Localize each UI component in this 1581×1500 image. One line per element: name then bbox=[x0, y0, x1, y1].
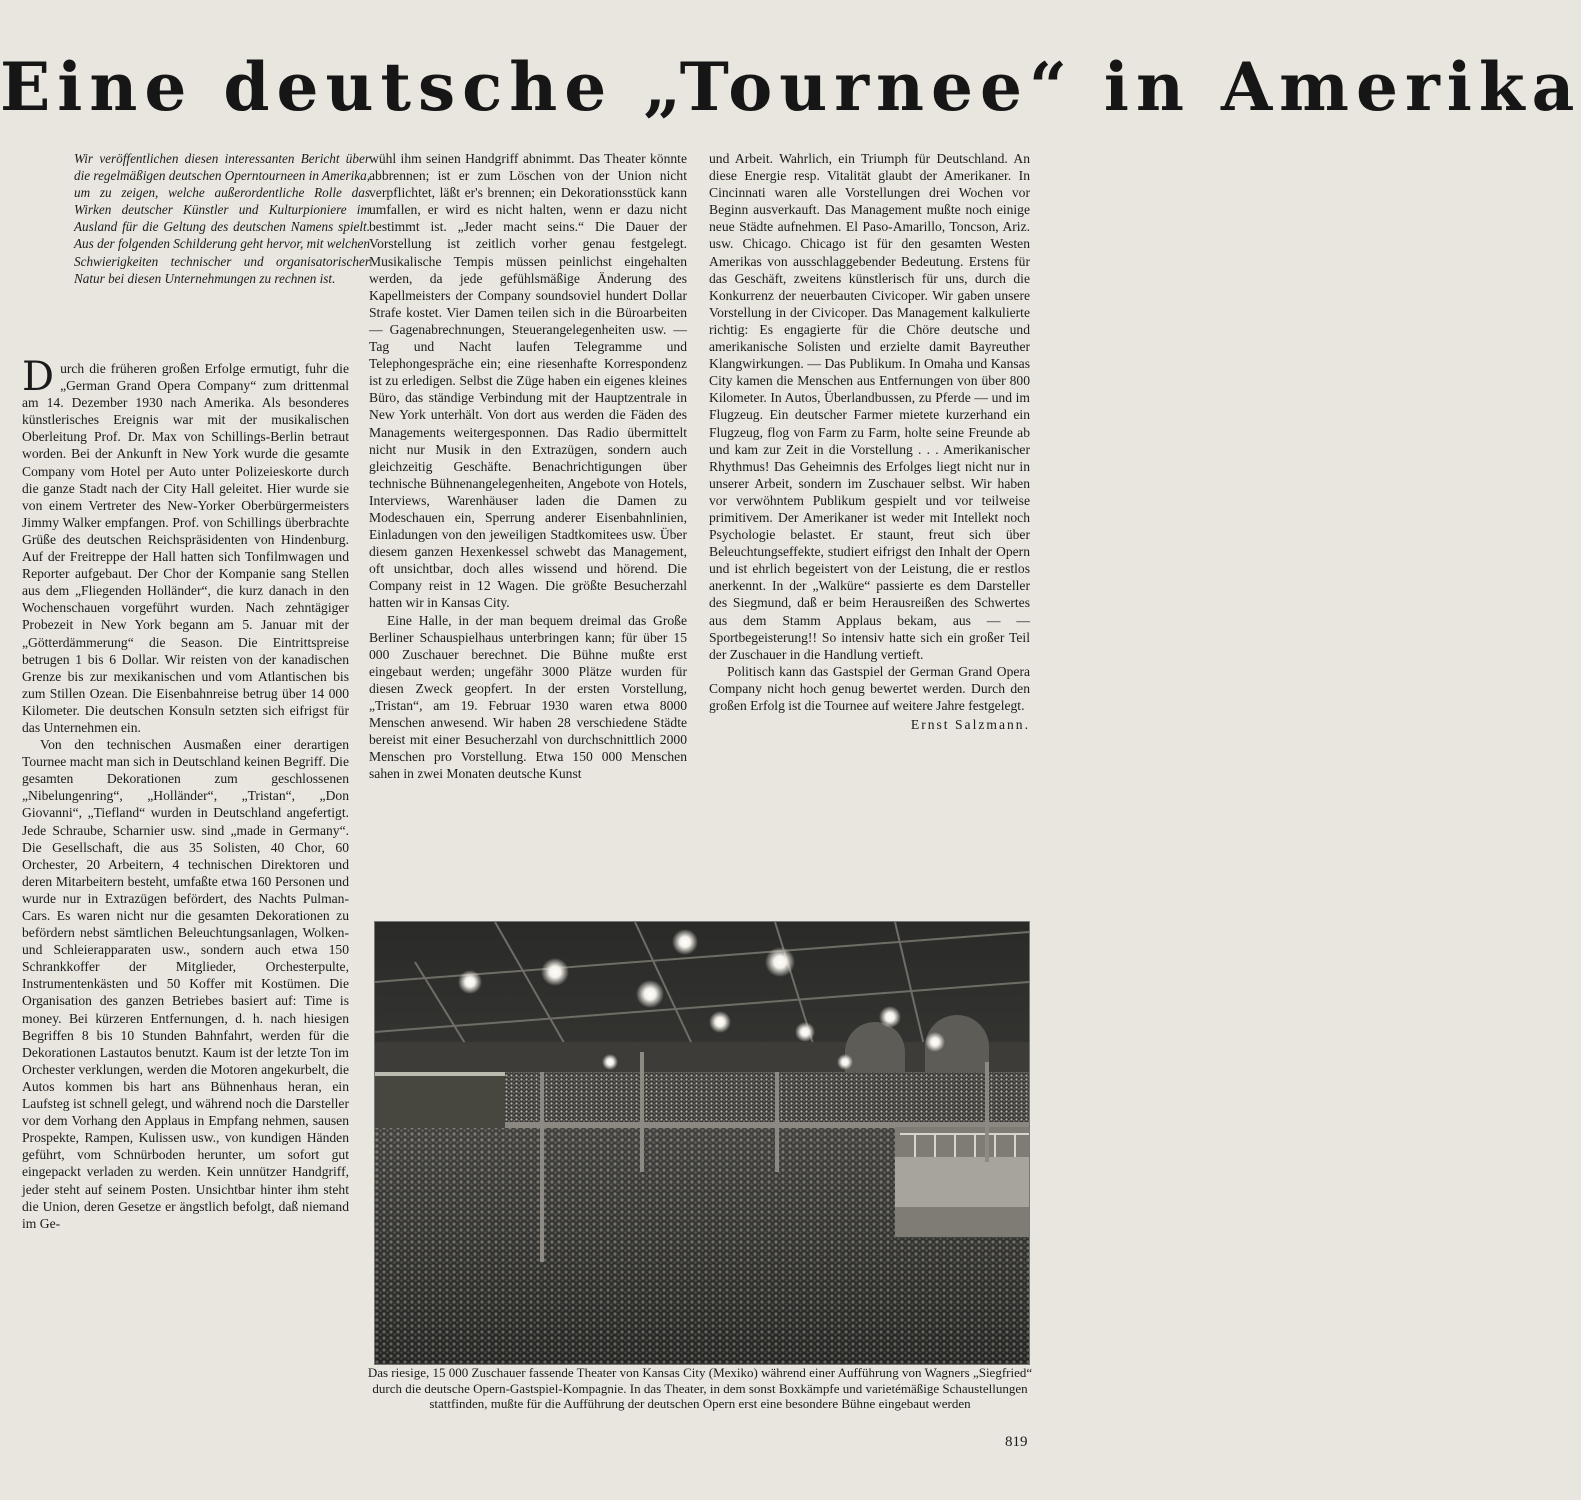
photo-caption: Das riesige, 15 000 Zuschauer fassende Theater von Kansas City (Mexiko) während einer Aufführung von Wagners „Siegfried“ durch die deutsche Opern-Gastspiel-Kompagnie. In das Theater, in dem sonst Boxkämpfe und varietémäßige Schaustellungen stattfinden, mußte für die Aufführung der deutschen Opern erst eine besondere Bühne eingebaut werden bbox=[367, 1365, 1033, 1412]
column-1 bbox=[22, 354, 349, 1232]
column-2 bbox=[369, 150, 687, 782]
col3-paragraph-2: Politisch kann das Gastspiel der German Grand Opera Company nicht hoch genug bewertet werden. Durch den großen Erfolg ist die Tournee auf weitere Jahre festgelegt. bbox=[709, 663, 1030, 713]
col1-paragraph-2: Von den technischen Ausmaßen einer derartigen Tournee macht man sich in Deutschland keinen Begriff. Die gesamten Dekorationen zum geschlossenen „Nibelungenring“, „Holländer“, „Tristan“, „Don Giovanni“, „Tiefland“ wurden in Deutschland angefertigt. Jede Schraube, Scharnier usw. sind „made in Germany“. Die Gesellschaft, die aus 35 Solisten, 40 Chor, 60 Orchester, 20 Arbeitern, 4 technischen Direktoren und deren Mitarbeitern besteht, umfaßte etwa 160 Personen und wurde nur in Extrazügen befördert, des Nachts Pulman-Cars. Es waren nicht nur die gesamten Dekorationen zu befördern nebst sämtlichen Beleuchtungsanlagen, Wolken- und Schleierapparaten usw., sondern auch etwa 150 Schrankkoffer der Mitglieder, Orchesterpulte, Instrumentenkästen und 50 Koffer mit Kostümen. Die Organisation des ganzen Betriebes basiert auf: Time is money. Bei kürzeren Entfernungen, d. h. nach hiesigen Begriffen 8 bis 10 Stunden Bahnfahrt, werden für die Dekorationen Lastautos benutzt. Kaum ist der letzte Ton im Orchester verklungen, werden die Motoren angekurbelt, die Autos kommen bis hart ans Bühnenhaus heran, ein Laufsteg ist schnell gelegt, und während noch die Darsteller vor dem Vorhang den Applaus in Empfang nehmen, sausen Prospekte, Rampen, Kulissen usw., von kundigen Händen geführt, vom Schnürboden herunter, um sofort gut eingepackt verladen zu werden. Kein unnützer Handgriff, jeder steht auf seinem Posten. Unsichtbar hinter ihm steht die Union, deren Gesetze er ängstlich befolgt, daß niemand im Ge- bbox=[22, 737, 349, 1231]
article-title: Eine deutsche „Tournee“ in Amerika bbox=[0, 48, 1581, 126]
col1-paragraph-1-text: urch die früheren großen Erfolge ermutigt, fuhr die „German Grand Opera Company“ zum drittenmal am 14. Dezember 1930 nach Amerika. Als besonderes künstlerisches Ereignis war mit der musikalischen Oberleitung Prof. Dr. Max von Schillings-Berlin betraut worden. Bei der Ankunft in New York wurde die gesamte Company vom Hotel per Auto unter Polizeieskorte durch die ganze Stadt nach der City Hall geleitet. Hier wurde sie von einem Vertreter des New-Yorker Oberbürgermeisters Jimmy Walker empfangen. Prof. von Schillings überbrachte Grüße des deutschen Reichspräsidenten von Hindenburg. Auf der Freitreppe der Hall hatten sich Tonfilmwagen und Reporter aufgebaut. Der Chor der Kompanie sang Stellen aus dem „Fliegenden Holländer“, die kurz danach in den Wochenschauen vorgeführt wurden. Nach zehntägiger Probezeit in New York begann am 5. Januar mit der „Götterdämmerung“ die Season. Die Eintrittspreise betrugen 1 bis 6 Dollar. Wir reisten von der kanadischen Grenze bis zur mexikanischen und vom Atlantischen bis zum Stillen Ozean. Die Eisenbahnreise betrug über 14 000 Kilometer. Die deutschen Konsuln setzten sich eifrigst für das Unternehmen ein. bbox=[22, 361, 349, 735]
page-number: 819 bbox=[1005, 1434, 1028, 1450]
col2-paragraph-1: wühl ihm seinen Handgriff abnimmt. Das Theater könnte abbrennen; ist er zum Löschen von der Union nicht verpflichtet, läßt er's brennen; ein Dekorationsstück kann umfallen, er wird es nicht halten, wenn er dazu nicht bestimmt ist. „Jeder macht seins.“ Die Dauer der Vorstellung ist zeitlich vorher genau festgelegt. Musikalische Tempis müssen peinlichst eingehalten werden, da jede gefühlsmäßige Änderung des Kapellmeisters der Company soundsoviel hundert Dollar Strafe kostet. Vier Damen teilen sich in die Büroarbeiten — Gagenabrechnungen, Steuerangelegenheiten usw. — Tag und Nacht laufen Telegramme und Telephongespräche ein; eine riesenhafte Korrespondenz ist zu erledigen. Selbst die Züge haben ein eigenes kleines Büro, das ständige Verbindung mit der Hauptzentrale in New York unterhält. Von dort aus werden die Fäden des Managements weitergesponnen. Das Radio übermittelt nicht nur Musik in den Extrazügen, sondern auch gleichzeitig Geschäfte. Benachrichtigungen über technische Bühnenangelegenheiten, Angebote von Hotels, Interviews, Warenhäuser laden die Damen zu Modeschauen ein, Sperrung anderer Eisenbahnlinien, Einladungen von den jeweiligen Stadtkomitees usw. Über diesem ganzen Hexenkessel schwebt das Management, oft unsichtbar, doch alles wissend und hörend. Die Company reist in 12 Wagen. Die größte Besucherzahl hatten wir in Kansas City. bbox=[369, 151, 687, 611]
drop-cap: D bbox=[22, 354, 55, 400]
col2-paragraph-2: Eine Halle, in der man bequem dreimal das Große Berliner Schauspielhaus unterbringen kann; für über 15 000 Zuschauer berechnet. Die Bühne mußte erst eingebaut werden; ungefähr 3000 Plätze wurden für diesen Zweck geopfert. In der ersten Vorstellung, „Tristan“, am 19. Februar 1930 waren etwa 8000 Menschen anwesend. Wir haben 28 verschiedene Städte bereist mit einer Besucherzahl von durchschnittlich 2000 Menschen pro Vorstellung. Etwa 150 000 Menschen sahen in zwei Monaten deutsche Kunst bbox=[369, 612, 687, 782]
intro-text: Wir veröffentlichen diesen interessanten Bericht über die regelmäßigen deutschen Operntourneen in Amerika, um zu zeigen, welche außerordentliche Rolle das Wirken deutscher Künstler und Kulturpioniere im Ausland für die Geltung des deutschen Namens spielt. Aus der folgenden Schilderung geht hervor, mit welchen Schwierigkeiten technischer und organisatorischer Natur bei diesen Unternehmungen zu rechnen ist. bbox=[74, 151, 370, 286]
column-3 bbox=[709, 150, 1030, 733]
intro-paragraph bbox=[74, 150, 370, 287]
col1-paragraph-1 bbox=[22, 354, 349, 736]
col3-paragraph-1: und Arbeit. Wahrlich, ein Triumph für Deutschland. An diese Energie resp. Vitalität glaubt der Amerikaner. In Cincinnati waren alle Vorstellungen drei Wochen vor Beginn ausverkauft. Das Management mußte noch einige neue Städte aufnehmen. El Paso-Amarillo, Toncson, Ariz. usw. Chicago. Chicago ist für den gesamten Westen Amerikas von ausschlaggebender Bedeutung. Erstens für das Geschäft, zweitens künstlerisch für uns, durch die Konkurrenz der neuerbauten Civicoper. Wir gaben unsere Vorstellung in der Civicoper. Das Management kalkulierte richtig: Es engagierte für die Chöre deutsche und amerikanische Solisten und erzielte damit Bayreuther Klangwirkungen. — Das Publikum. In Omaha und Kansas City kamen die Menschen aus Entfernungen von über 800 Kilometer. In Autos, Überlandbussen, zu Pferde — und im Flugzeug. Ein deutscher Farmer mietete kurzerhand ein Flugzeug, flog von Farm zu Farm, holte seine Freunde ab und kam zur Zeit in die Vorstellung . . . Amerikanischer Rhythmus! Das Geheimnis des Erfolges liegt nicht nur in unserer Arbeit, sondern im Zuschauer selbst. Wir haben vor verwöhntem Publikum gespielt und vor teilweise primitivem. Der Amerikaner ist weder mit Intellekt noch Psychologie belastet. Er staunt, freut sich über Beleuchtungseffekte, studiert eifrigst den Inhalt der Opern und ist ehrlich begeistert von der Leistung, die er restlos anerkennt. In der „Walküre“ passierte es dem Darsteller des Siegmund, daß er beim Herausreißen des Schwertes aus dem Stamm Applaus bekam, aus — — Sportbegeisterung!! So intensiv hatte sich ein großer Teil der Zuschauer in die Handlung vertieft. bbox=[709, 151, 1030, 662]
theater-photo-illustration bbox=[375, 922, 1029, 1364]
theater-photo bbox=[375, 922, 1029, 1364]
author-signature: Ernst Salzmann. bbox=[910, 717, 1030, 733]
